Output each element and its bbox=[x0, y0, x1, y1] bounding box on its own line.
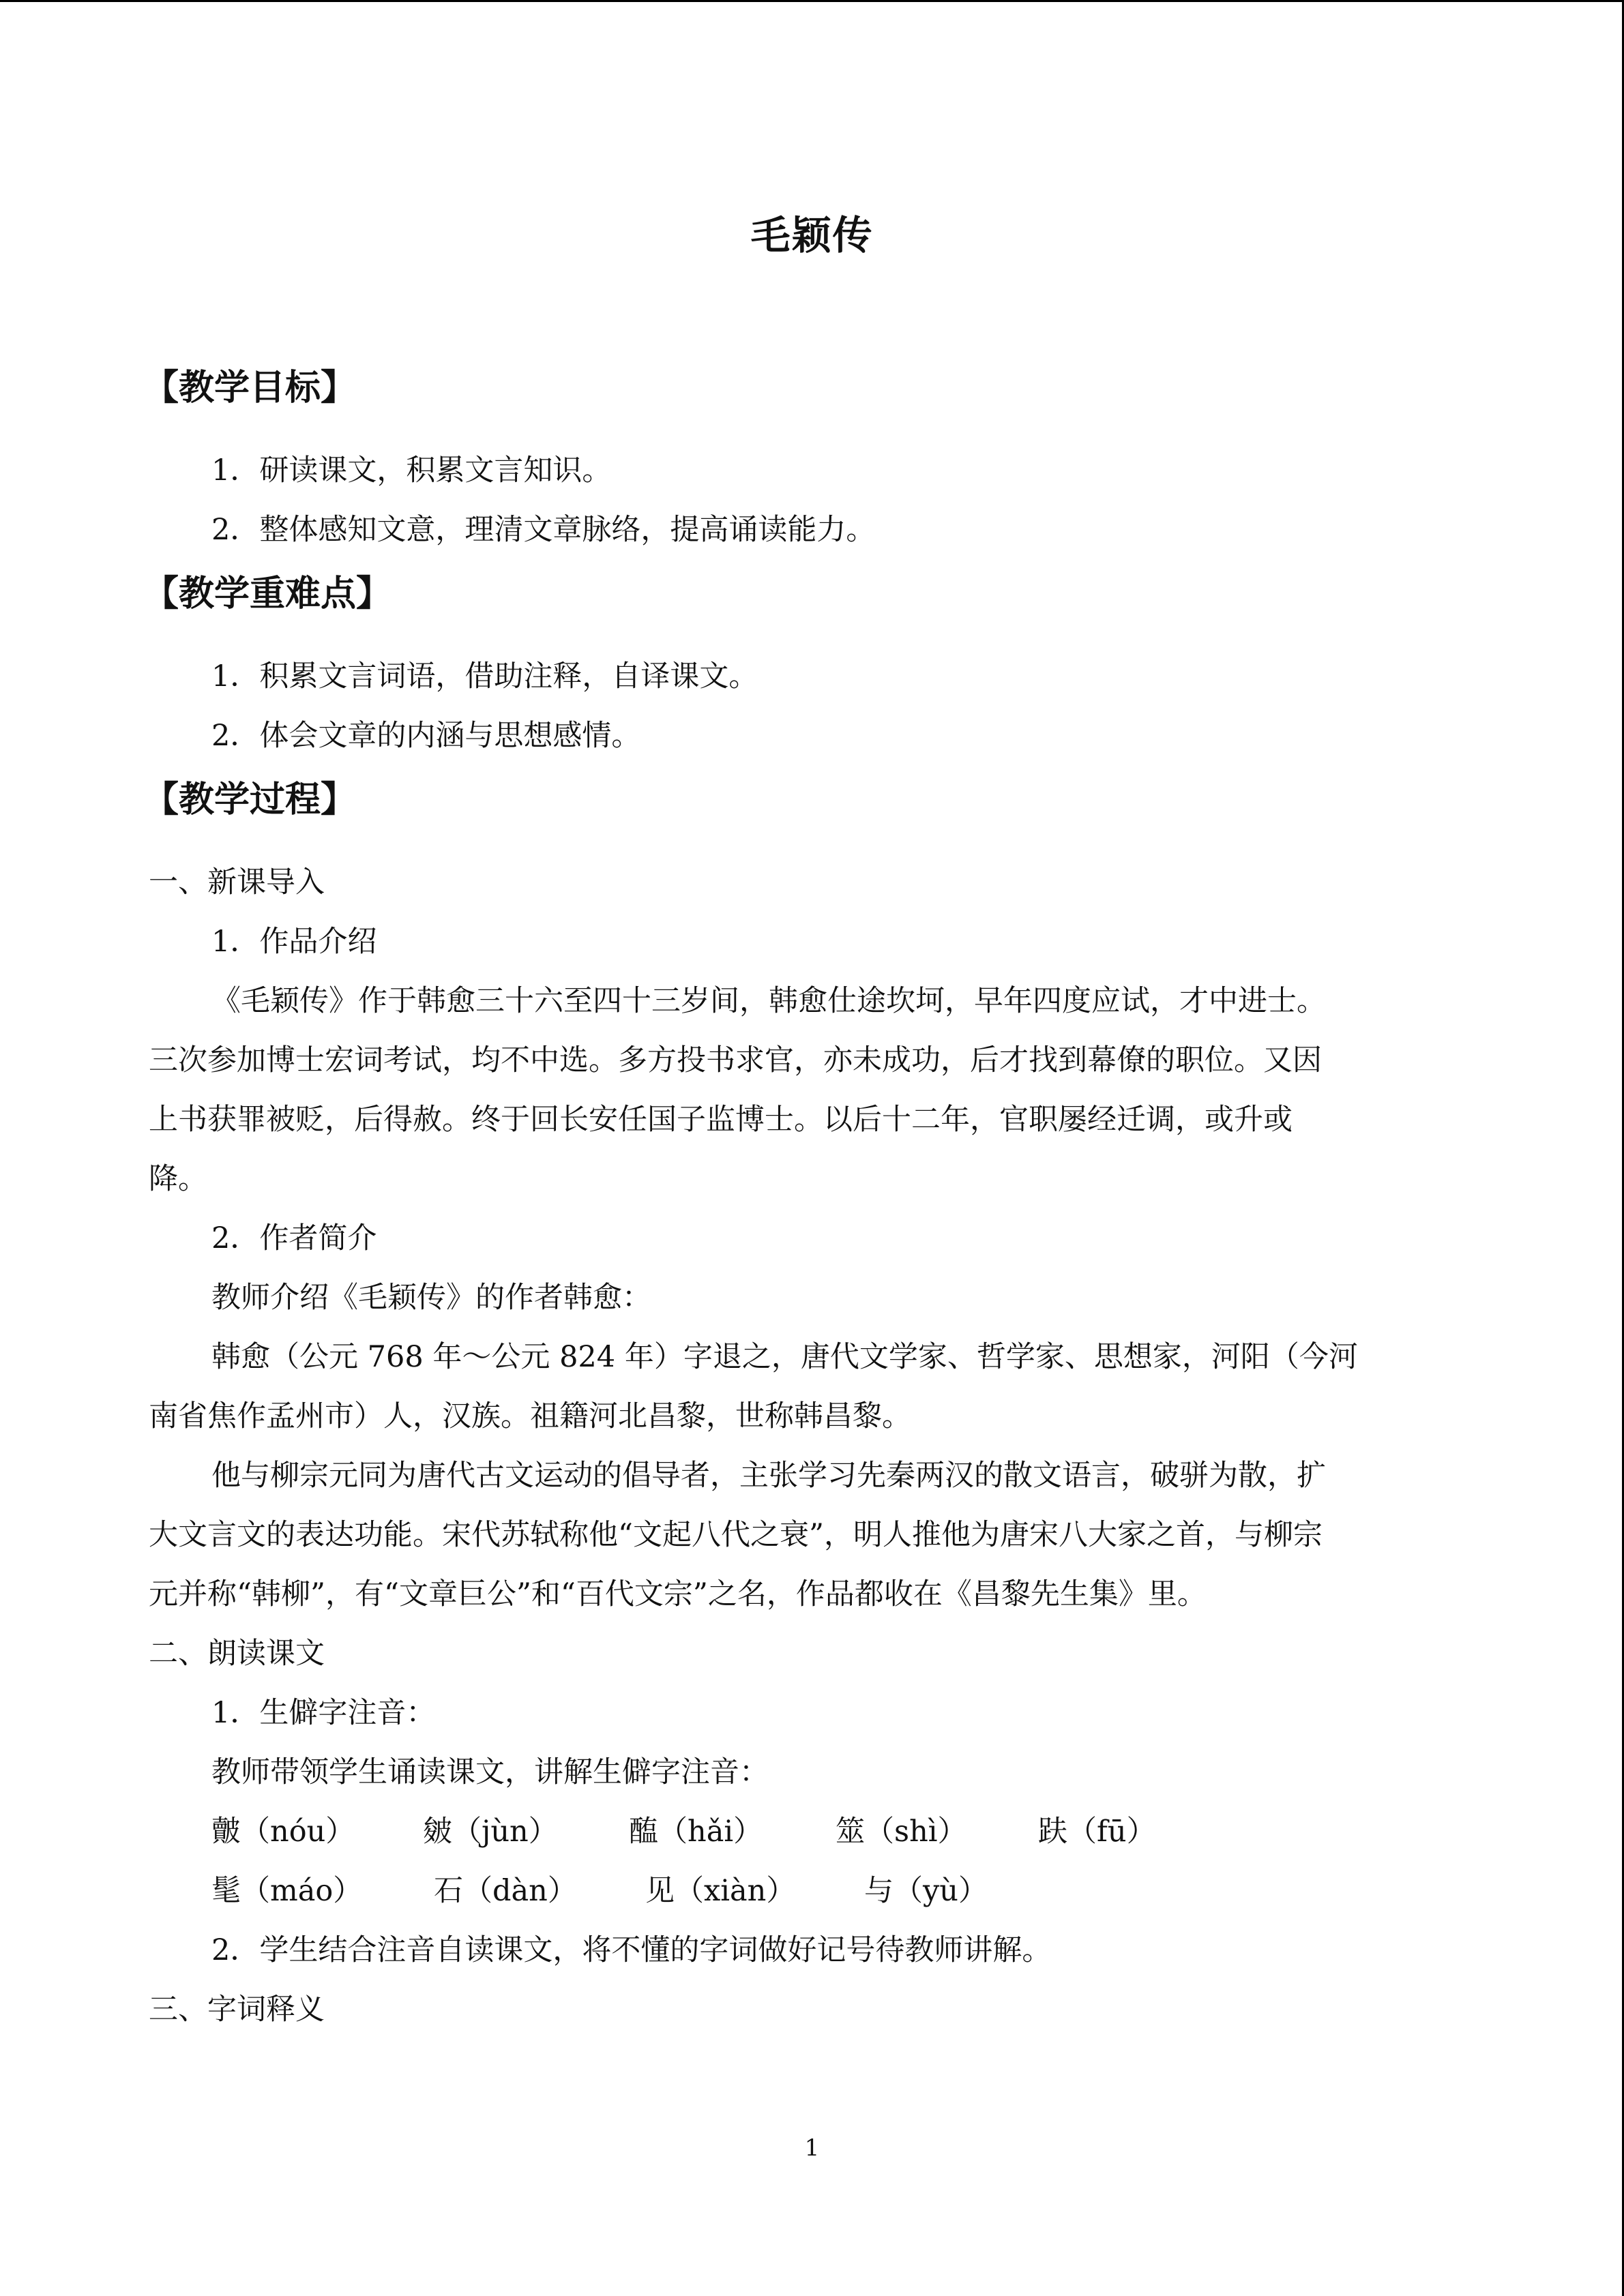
author-intro: 教师介绍《毛颖传》的作者韩愈： bbox=[211, 1281, 651, 1315]
page-top-border bbox=[0, 0, 1624, 2]
heading-key-points: 【教学重难点】 bbox=[143, 573, 392, 614]
part1-title: 一、新课导入 bbox=[149, 865, 325, 899]
keypoint-item-1: 1．积累文言词语，借助注释，自译课文。 bbox=[211, 659, 758, 694]
pinyin-item: 醢（hǎi） bbox=[629, 1815, 763, 1849]
pinyin-item: 皾（nóu） bbox=[211, 1815, 355, 1849]
pinyin-item: 见（xiàn） bbox=[645, 1874, 796, 1908]
pinyin-intro: 教师带领学生诵读课文，讲解生僻字注音： bbox=[211, 1755, 769, 1789]
part3-title: 三、字词释义 bbox=[149, 1993, 325, 2027]
pinyin-item: 石（dàn） bbox=[434, 1874, 577, 1908]
author-line-b3: 元并称“韩柳”，有“文章巨公”和“百代文宗”之名，作品都收在《昌黎先生集》里。 bbox=[149, 1577, 1207, 1611]
pinyin-item: 髦（máo） bbox=[211, 1874, 363, 1908]
pinyin-item: 与（yù） bbox=[864, 1874, 988, 1908]
part2-sub1: 1．生僻字注音： bbox=[211, 1696, 436, 1730]
part2-title: 二、朗读课文 bbox=[149, 1637, 325, 1671]
intro-line-2: 三次参加博士宏词考试，均不中选。多方投书求官，亦未成功，后才找到幕僚的职位。又因 bbox=[149, 1043, 1322, 1077]
pinyin-item: 筮（shì） bbox=[836, 1815, 967, 1849]
author-line-b1: 他与柳宗元同为唐代古文运动的倡导者，主张学习先秦两汉的散文语言，破骈为散，扩 bbox=[211, 1459, 1326, 1493]
pinyin-item: 皴（jùn） bbox=[423, 1815, 558, 1849]
heading-teaching-goals: 【教学目标】 bbox=[143, 368, 357, 408]
part1-sub1: 1．作品介绍 bbox=[211, 925, 377, 959]
intro-line-4: 降。 bbox=[149, 1162, 207, 1196]
intro-line-1: 《毛颖传》作于韩愈三十六至四十三岁间，韩愈仕途坎坷，早年四度应试，才中进士。 bbox=[211, 984, 1326, 1018]
heading-teaching-process: 【教学过程】 bbox=[143, 779, 357, 820]
page-number: 1 bbox=[804, 2134, 820, 2162]
author-line-a2: 南省焦作孟州市）人，汉族。祖籍河北昌黎，世称韩昌黎。 bbox=[149, 1399, 911, 1433]
goal-item-1: 1．研读课文，积累文言知识。 bbox=[211, 453, 612, 488]
part2-sub2: 2．学生结合注音自读课文，将不懂的字词做好记号待教师讲解。 bbox=[211, 1933, 1052, 1967]
author-line-a1: 韩愈（公元 768 年～公元 824 年）字退之，唐代文学家、哲学家、思想家，河阳（今河 bbox=[211, 1340, 1358, 1374]
intro-line-3: 上书获罪被贬，后得赦。终于回长安任国子监博士。以后十二年，官职屡经迁调，或升或 bbox=[149, 1103, 1293, 1137]
part1-sub2: 2．作者简介 bbox=[211, 1221, 377, 1255]
document-title: 毛颖传 bbox=[750, 212, 874, 258]
pinyin-item: 趺（fū） bbox=[1038, 1815, 1156, 1849]
keypoint-item-2: 2．体会文章的内涵与思想感情。 bbox=[211, 719, 641, 753]
goal-item-2: 2．整体感知文意，理清文章脉络，提高诵读能力。 bbox=[211, 513, 876, 547]
author-line-b2: 大文言文的表达功能。宋代苏轼称他“文起八代之衰”，明人推他为唐宋八大家之首，与柳宗 bbox=[149, 1518, 1323, 1552]
